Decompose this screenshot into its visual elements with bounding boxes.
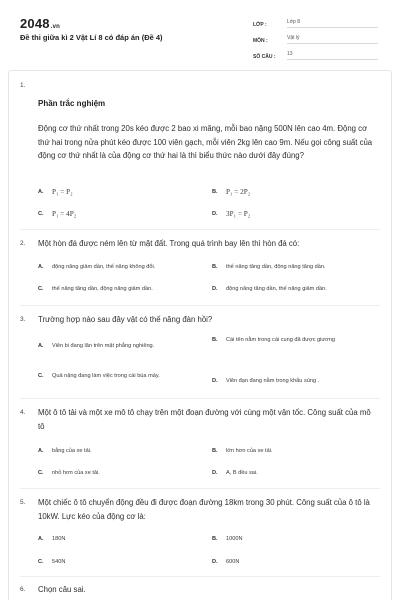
answer-option[interactable] [38, 447, 92, 456]
option-text: 540N [52, 559, 66, 565]
option-letter: A. [38, 189, 44, 195]
option-text: 1000N [226, 536, 243, 542]
option-text: lớn hơn của xe tải. [226, 448, 273, 454]
question-stem: Trường hợp nào sau đây vật có thế năng đàn hồi? [38, 315, 213, 324]
meta-value: Vật lý [287, 35, 378, 44]
option-letter: D. [212, 559, 218, 565]
question-stem: Động cơ thứ nhất trong 20s kéo được 2 bao xi măng, mỗi bao nặng 500N lên cao 4m. Động cơ thứ hai trong nửa phút kéo được 100 viên gạch, mỗi viên 2kg lên cao 9m. Nếu gọi công suất của động cơ thứ nhất là của động cơ thứ hai là thì biểu thức nào dưới đây đúng? [38, 124, 373, 160]
logo-text: 2048 [20, 16, 50, 31]
answer-option[interactable] [38, 372, 172, 381]
answer-option[interactable] [212, 336, 346, 345]
option-letter: B. [212, 189, 218, 195]
logo-suffix: .vn [50, 24, 61, 30]
option-letter: A. [38, 343, 44, 349]
answer-option[interactable] [212, 188, 250, 197]
document-title: Đề thi giữa kì 2 Vật Lí 8 có đáp án (Đề 4) [20, 33, 163, 42]
page-header [0, 0, 400, 68]
answer-option[interactable] [212, 447, 273, 456]
meta-row-subject [253, 30, 378, 44]
answer-option[interactable] [38, 263, 155, 272]
question-stem: Một chiếc ô tô chuyển động đều đi được đoạn đường 18km trong 30 phút. Công suất của ô tô là 10kW. Lực kéo của động cơ là: [38, 498, 370, 521]
question-divider [20, 305, 380, 306]
option-text: 600N [226, 559, 240, 565]
meta-value: 13 [287, 51, 378, 60]
option-text: Cái tên nằm trong cái cung đã được giương [226, 337, 336, 343]
option-text: thế năng tăng dần, động năng giảm dần. [52, 286, 153, 292]
option-text: Viên đạn đang nằm trong khẩu súng . [226, 378, 320, 384]
answer-option[interactable] [38, 285, 153, 294]
question-divider [20, 576, 380, 577]
answer-option[interactable] [212, 210, 250, 219]
answer-option[interactable] [38, 342, 154, 351]
answer-option[interactable] [38, 535, 65, 544]
option-text: P₁ = 4P₂ [52, 210, 77, 218]
option-letter: A. [38, 536, 44, 542]
meta-label: MÔN : [253, 38, 268, 44]
answer-option[interactable] [212, 263, 326, 272]
question-number: 4. [20, 409, 26, 416]
answer-option[interactable] [212, 285, 327, 294]
section-title: Phần trắc nghiệm [38, 99, 106, 108]
option-text: bằng của xe tải. [52, 448, 92, 454]
option-text: nhỏ hơn của xe tải. [52, 470, 100, 476]
question-number: 5. [20, 499, 26, 506]
meta-row-count [253, 46, 378, 60]
site-logo[interactable] [20, 16, 60, 31]
option-letter: B. [212, 448, 218, 454]
option-letter: B. [212, 337, 218, 343]
answer-option[interactable] [38, 210, 76, 219]
option-letter: B. [212, 264, 218, 270]
meta-value: Lớp 8 [287, 19, 378, 28]
question-divider [20, 398, 380, 399]
answer-option[interactable] [212, 469, 258, 478]
option-text: A, B đều sai. [226, 470, 258, 476]
answer-option[interactable] [38, 558, 65, 567]
question-number: 6. [20, 586, 26, 593]
option-letter: C. [38, 470, 44, 476]
question-divider [20, 488, 380, 489]
option-letter: C. [38, 559, 44, 565]
option-letter: D. [212, 470, 218, 476]
question-number: 3. [20, 316, 26, 323]
option-text: 3P₁ = P₂ [226, 210, 251, 218]
option-text: Viên bi đang lăn trên mặt phẳng nghiêng. [52, 343, 155, 349]
option-letter: B. [212, 536, 218, 542]
answer-option[interactable] [212, 535, 242, 544]
question-number: 2. [20, 240, 26, 247]
option-letter: A. [38, 448, 44, 454]
option-letter: D. [212, 378, 218, 384]
question-number: 1. [20, 82, 26, 89]
option-letter: A. [38, 264, 44, 270]
option-letter: D. [212, 286, 218, 292]
option-text: P₁ = 2P₂ [226, 188, 251, 196]
option-text: P₁ = P₂ [52, 188, 73, 196]
meta-label: SỐ CÂU : [253, 54, 276, 60]
meta-row-class [253, 14, 378, 28]
answer-option[interactable] [212, 558, 239, 567]
option-text: động năng giảm dần, thế năng không đổi. [52, 264, 156, 270]
option-letter: C. [38, 373, 44, 379]
option-text: 180N [52, 536, 66, 542]
question-stem: Chọn câu sai. [38, 585, 86, 594]
question-stem: Một hòn đá được ném lên từ mặt đất. Trong quá trình bay lên thì hòn đá có: [38, 239, 300, 248]
exam-meta [253, 14, 378, 62]
meta-label: LỚP : [253, 22, 267, 28]
answer-option[interactable] [38, 188, 73, 197]
option-letter: C. [38, 286, 44, 292]
option-text: động năng tăng dần, thế năng giảm dần. [226, 286, 327, 292]
question-stem: Một ô tô tải và một xe mô tô chạy trên một đoạn đường với cùng một vận tốc. Công suất của mô tô [38, 408, 371, 431]
answer-option[interactable] [38, 469, 100, 478]
answer-option[interactable] [212, 377, 319, 386]
option-text: thế năng tăng dần, động năng tăng dần. [226, 264, 326, 270]
option-letter: C. [38, 211, 44, 217]
question-divider [20, 229, 380, 230]
option-text: Quả nặng đang làm việc trong cái búa máy. [52, 373, 160, 379]
option-letter: D. [212, 211, 218, 217]
